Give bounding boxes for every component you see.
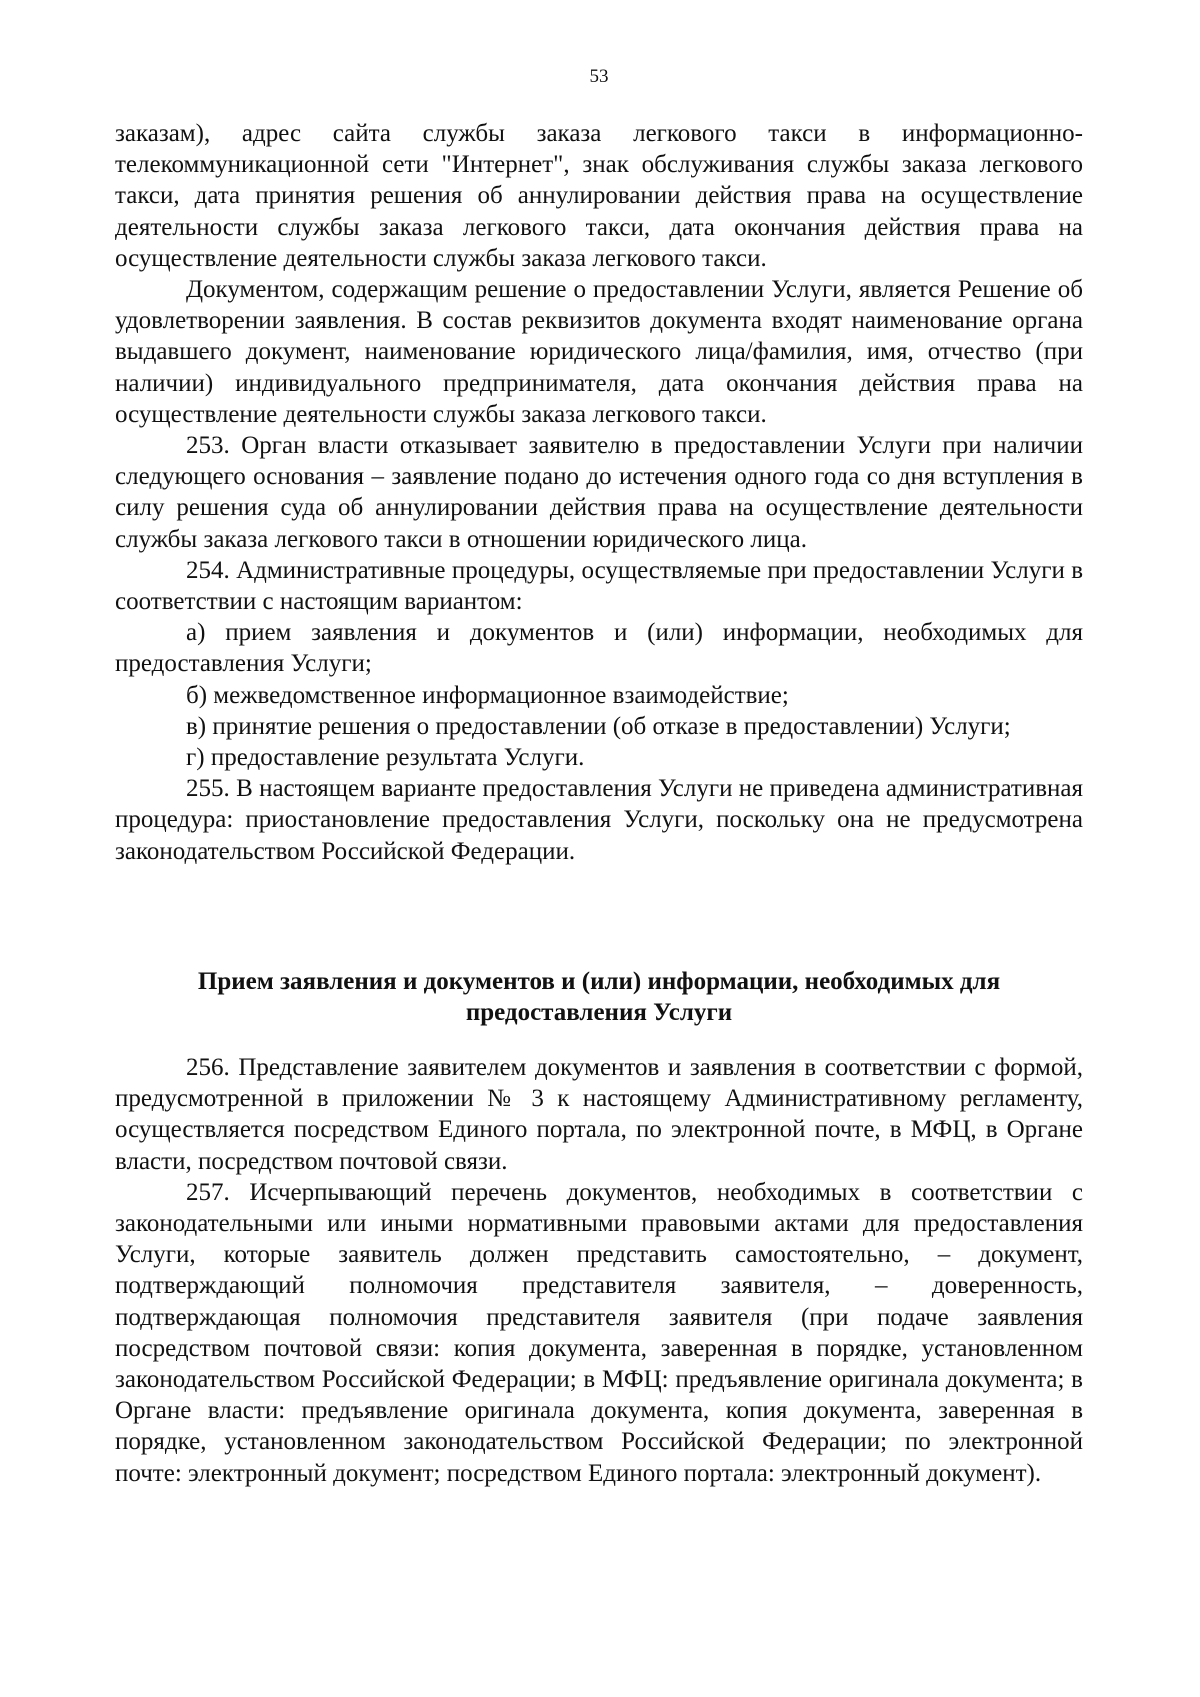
list-item-v: в) принятие решения о предоставлении (об отказе в предоставлении) Услуги; bbox=[186, 712, 1011, 740]
paragraph: Документом, содержащим решение о предоставлении Услуги, является Решение об удовлетворении заявления. В состав реквизитов документа входят наименование органа выдавшего документ, наименование юридического лица/фамилия, имя, отчество (при наличии) индивидуального предпринимателя, дата окончания действия права на осуществление деятельности службы заказа легкового такси. bbox=[115, 276, 1083, 428]
list-item-g: г) предоставление результата Услуги. bbox=[186, 744, 585, 772]
section-heading bbox=[155, 966, 1043, 1028]
section-heading-line-1: Прием заявления и документов и (или) информации, необходимых для bbox=[197, 968, 1001, 995]
list-item-a: а) прием заявления и документов и (или) информации, необходимых для предоставления Услуги; bbox=[115, 619, 1083, 678]
paragraph-257: 257. Исчерпывающий перечень документов, необходимых в соответствии с законодательными или иными нормативными правовыми актами для предоставления Услуги, которые заявитель должен представить самостоятельно, – документ, подтверждающий полномочия представителя заявителя, – доверенность, подтверждающая полномочия представителя заявителя (при подаче заявления посредством почтовой связи: копия документа, заверенная в порядке, установленном законодательством Российской Федерации; в МФЦ: предъявление оригинала документа; в Органе власти: предъявление оригинала документа, копия документа, заверенная в порядке, установленном законодательством Российской Федерации; по электронной почте: электронный документ; посредством Единого портала: электронный документ). bbox=[115, 1178, 1083, 1487]
paragraph-254: 254. Административные процедуры, осуществляемые при предоставлении Услуги в соответствии с настоящим вариантом: bbox=[115, 556, 1083, 616]
paragraph-253: 253. Орган власти отказывает заявителю в предоставлении Услуги при наличии следующего основания – заявление подано до истечения одного года со дня вступления в силу решения суда об аннулировании действия права на осуществление деятельности службы заказа легкового такси в отношении юридического лица. bbox=[115, 432, 1083, 553]
paragraph-256: 256. Представление заявителем документов и заявления в соответствии с формой, предусмотренной в приложении № 3 к настоящему Административному регламенту, осуществляется посредством Единого портала, по электронной почте, в МФЦ, в Органе власти, посредством почтовой связи. bbox=[115, 1054, 1083, 1175]
list-item-b: б) межведомственное информационное взаимодействие; bbox=[186, 681, 789, 709]
page-number: 53 bbox=[589, 66, 609, 87]
paragraph: заказам), адрес сайта службы заказа легкового такси в информационно-телекоммуникационной сети "Интернет", знак обслуживания службы заказа легкового такси, дата принятия решения об аннулировании действия права на осуществление деятельности службы заказа легкового такси, дата окончания действия права на осуществление деятельности службы заказа легкового такси. bbox=[115, 120, 1083, 272]
body-text-top bbox=[115, 118, 1083, 867]
section-heading-line-2: предоставления Услуги bbox=[465, 999, 733, 1026]
body-text-bottom bbox=[115, 1052, 1083, 1489]
paragraph-255: 255. В настоящем варианте предоставления Услуги не приведена административная процедура: приостановление предоставления Услуги, поскольку она не предусмотрена законодательством Российской Федерации. bbox=[115, 775, 1083, 865]
